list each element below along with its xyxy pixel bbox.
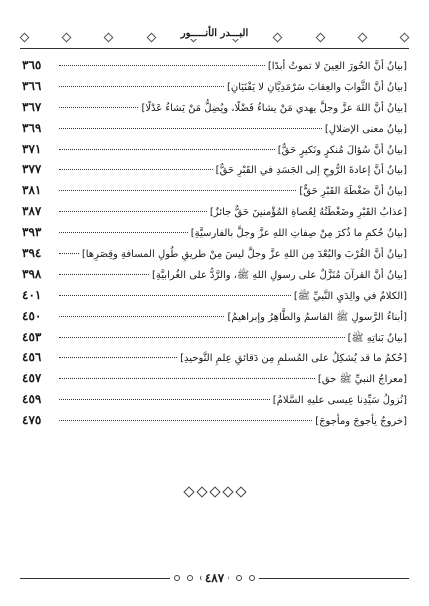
- toc-entry-page: ٤٥٦: [22, 350, 42, 365]
- header-ornament-icon: [20, 33, 29, 42]
- toc-entry-page: ٣٧١: [22, 141, 42, 156]
- header-ornament-icon: [147, 33, 156, 42]
- toc-entry: [22, 368, 407, 389]
- toc-entry-title: [معراجُ النبيِّ ﷺ حق]: [317, 374, 407, 386]
- toc-entry: [22, 306, 407, 327]
- toc-entry-title: [خروجُ يأجوجَ ومأجوجَ]: [315, 416, 407, 428]
- toc-entry-title: [بيانُ بَناتِهِ ﷺ]: [347, 332, 407, 344]
- toc-dot-leader: [59, 65, 265, 66]
- diamond-ornament-icon: [235, 486, 246, 497]
- toc-dot-leader: [59, 337, 345, 338]
- toc-entry-page: ٣٩٤: [22, 246, 42, 261]
- toc-entry-title: [أبناءُ الرَّسولِ ﷺ القاسمُ والطَّاهِرُ وإبراهيمُ]: [227, 311, 407, 323]
- toc-entry-title: [بيانُ حُكمِ ما ذُكرَ مِنْ صِفاتِ اللهِ عزَّ وجلَّ بالفارسيَّةِ]: [190, 228, 407, 240]
- toc-entry-page: ٣٧٧: [22, 162, 42, 177]
- toc-dot-leader: [59, 378, 315, 379]
- toc-entry-title: [بيانُ معنى الإضلالِ]: [324, 123, 407, 135]
- running-header: [20, 30, 409, 50]
- header-ornament-icon: [273, 33, 282, 42]
- toc-dot-leader: [59, 128, 322, 129]
- header-divider: [20, 48, 409, 49]
- circle-ornament-icon: [249, 575, 255, 581]
- toc-entry-title: [بيانُ أنَّ إعادةَ الرُّوحِ إلى الجَسَدِ في القَبْرِ حَقٌّ]: [215, 165, 407, 177]
- toc-dot-leader: [59, 420, 312, 421]
- toc-dot-leader: [59, 149, 275, 150]
- section-end-ornament: [185, 486, 245, 498]
- page-number: ٤٨٧: [201, 570, 228, 586]
- toc-entry: [22, 180, 407, 201]
- toc-entry-page: ٣٨١: [22, 183, 42, 198]
- toc-entry-title: [بيانُ أنَّ الثَّوابَ والعِقابَ سَرْمَدِيَّانِ لا يَفْنَيَانِ]: [226, 81, 407, 93]
- toc-entry-page: ٤٥٧: [22, 371, 42, 386]
- toc-entry: [22, 389, 407, 410]
- toc-entry-page: ٣٦٥: [22, 58, 42, 72]
- toc-entry-page: ٤٥٠: [22, 308, 42, 323]
- diamond-ornament-icon: [209, 486, 220, 497]
- header-ornament-icon: [62, 33, 71, 42]
- toc-entry-page: ٣٦٧: [22, 99, 42, 114]
- toc-entry: [22, 264, 407, 285]
- toc-entry-page: ٣٦٩: [22, 120, 42, 135]
- toc-entry-title: [بيانُ أنَّ سُؤالَ مُنكرٍ ونَكيرٍ حَقٌّ]: [277, 144, 407, 156]
- book-title: البـــدر الأنـــــور: [171, 28, 259, 39]
- toc-entry-page: ٣٦٦: [22, 78, 42, 93]
- table-of-contents: [22, 55, 407, 431]
- toc-entry-page: ٣٨٧: [22, 204, 42, 219]
- toc-entry: [22, 243, 407, 264]
- toc-entry: [22, 139, 407, 160]
- diamond-ornament-icon: [183, 486, 194, 497]
- toc-entry-page: ٤٧٥: [22, 413, 42, 428]
- toc-entry-page: ٤٥٩: [22, 392, 42, 407]
- toc-entry: [22, 410, 407, 431]
- toc-entry: [22, 201, 407, 222]
- toc-entry: [22, 76, 407, 97]
- circle-ornament-icon: [174, 575, 180, 581]
- toc-entry-title: [نُزولُ سَيِّدِنا عِيسى عليهِ السَّلامُ]: [272, 395, 407, 407]
- toc-entry-title: [بيانُ أنَّ القرآنَ مُنَزَّلٌ على رسولِ اللهِ ﷺ، والرَّدُّ على الغُرابيَّةِ]: [152, 269, 407, 281]
- toc-entry: [22, 285, 407, 306]
- toc-dot-leader: [59, 316, 224, 317]
- circle-ornament-icon: [187, 575, 193, 581]
- header-ornament-icon: [358, 33, 367, 42]
- toc-dot-leader: [59, 211, 207, 212]
- toc-entry-title: [حُكمُ ما قد يُشكِلُ على المُسلمِ مِن دَقائقِ عِلمِ التَّوحيدِ]: [180, 353, 407, 365]
- toc-dot-leader: [59, 190, 296, 191]
- toc-entry: [22, 347, 407, 368]
- page-footer: [20, 570, 409, 586]
- header-ornament-icon: [400, 33, 409, 42]
- header-ornament-icon: [104, 33, 113, 42]
- toc-dot-leader: [59, 107, 138, 108]
- diamond-ornament-icon: [196, 486, 207, 497]
- toc-dot-leader: [59, 232, 188, 233]
- toc-dot-leader: [59, 295, 291, 296]
- toc-dot-leader: [59, 399, 270, 400]
- toc-entry: [22, 55, 407, 76]
- toc-entry: [22, 159, 407, 180]
- toc-entry-title: [بيانُ أنَّ الحُورَ العِينَ لا تموتُ أبدًا]: [267, 61, 407, 72]
- toc-dot-leader: [59, 86, 224, 87]
- toc-entry: [22, 222, 407, 243]
- toc-entry: [22, 97, 407, 118]
- toc-entry-page: ٤٥٣: [22, 329, 42, 344]
- toc-dot-leader: [59, 357, 177, 358]
- toc-entry-title: [بيانُ أنَّ اللهَ عزَّ وجلَّ يهدي مَنْ يشاءُ فَضْلًا، ويُضِلُّ مَنْ يَشاءُ عَدْلًا]: [141, 102, 407, 114]
- toc-entry-title: [عذابُ القَبْرِ وضَغْطَتُهُ لِعُصاةِ المُؤْمنينَ حَقٌّ جائزٌ]: [209, 207, 407, 219]
- toc-entry-page: ٣٩٨: [22, 266, 42, 281]
- toc-entry-title: [بيانُ أنَّ ضَغْطَةَ القَبْرِ حَقٌّ]: [299, 186, 407, 198]
- toc-entry-title: [بيانُ أنَّ القُرْبَ والبُعْدَ مِن اللهِ عزَّ وجلَّ ليسَ مِنْ طريقِ طُولِ المسافةِ وقِصَرِها]: [81, 249, 407, 261]
- toc-entry: [22, 118, 407, 139]
- toc-entry-page: ٤٠١: [22, 287, 42, 302]
- diamond-ornament-icon: [222, 486, 233, 497]
- toc-entry-title: [الكلامُ في والِدَيِ النَّبيِّ ﷺ]: [293, 290, 407, 302]
- circle-ornament-icon: [236, 575, 242, 581]
- toc-dot-leader: [59, 169, 213, 170]
- toc-dot-leader: [59, 274, 149, 275]
- header-ornament-icon: [316, 33, 325, 42]
- toc-entry: [22, 327, 407, 348]
- toc-dot-leader: [59, 253, 79, 254]
- toc-entry-page: ٣٩٣: [22, 225, 42, 240]
